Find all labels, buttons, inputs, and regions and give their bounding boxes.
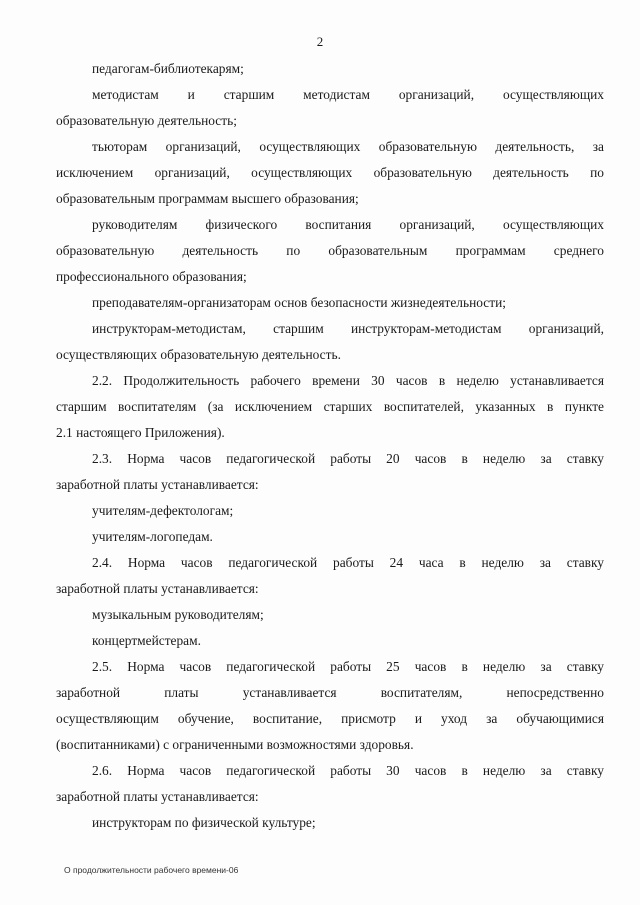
- text-line: 2.6. Норма часов педагогической работы 30 часов в неделю за ставку: [92, 763, 604, 778]
- text-line: инструкторам по физической культуре;: [92, 815, 316, 830]
- text-line: осуществляющим обучение, воспитание, присмотр и уход за обучающимися: [56, 711, 604, 726]
- text-line: старшим воспитателям (за исключением старших воспитателей, указанных в пункте: [56, 399, 604, 414]
- text-line: 2.5. Норма часов педагогической работы 25 часов в неделю за ставку: [92, 659, 604, 674]
- text-line: тьюторам организаций, осуществляющих образовательную деятельность, за: [92, 139, 604, 154]
- text-line: 2.2. Продолжительность рабочего времени 30 часов в неделю устанавливается: [92, 373, 604, 388]
- text-line: методистам и старшим методистам организаций, осуществляющих: [92, 87, 604, 102]
- text-line: учителям-дефектологам;: [92, 503, 234, 518]
- text-line: профессионального образования;: [56, 269, 247, 284]
- text-line: исключением организаций, осуществляющих образовательную деятельность по: [56, 165, 604, 180]
- page-number: 2: [316, 34, 324, 49]
- text-line: образовательную деятельность по образовательным программам среднего: [56, 243, 604, 258]
- text-line: образовательным программам высшего образования;: [56, 191, 359, 206]
- text-line: педагогам-библиотекарям;: [92, 61, 244, 76]
- text-line: 2.3. Норма часов педагогической работы 20 часов в неделю за ставку: [92, 451, 604, 466]
- text-line: учителям-логопедам.: [92, 529, 213, 544]
- text-line: образовательную деятельность;: [56, 113, 237, 128]
- text-line: концертмейстерам.: [92, 633, 201, 648]
- text-line: 2.4. Норма часов педагогической работы 24 часа в неделю за ставку: [92, 555, 604, 570]
- text-line: (воспитанниками) с ограниченными возможностями здоровья.: [56, 737, 414, 752]
- text-line: заработной платы устанавливается:: [56, 581, 259, 596]
- text-line: заработной платы устанавливается:: [56, 789, 259, 804]
- document-body: [56, 56, 604, 836]
- text-line: заработной платы устанавливается:: [56, 477, 259, 492]
- text-line: осуществляющих образовательную деятельность.: [56, 347, 341, 362]
- text-line: инструкторам-методистам, старшим инструкторам-методистам организаций,: [92, 321, 604, 336]
- text-line: преподавателям-организаторам основ безопасности жизнедеятельности;: [92, 295, 506, 310]
- text-line: музыкальным руководителям;: [92, 607, 264, 622]
- footer-note: О продолжительности рабочего времени-06: [64, 865, 239, 875]
- text-line: руководителям физического воспитания организаций, осуществляющих: [92, 217, 604, 232]
- text-line: 2.1 настоящего Приложения).: [56, 425, 225, 440]
- text-line: заработной платы устанавливается воспитателям, непосредственно: [56, 685, 604, 700]
